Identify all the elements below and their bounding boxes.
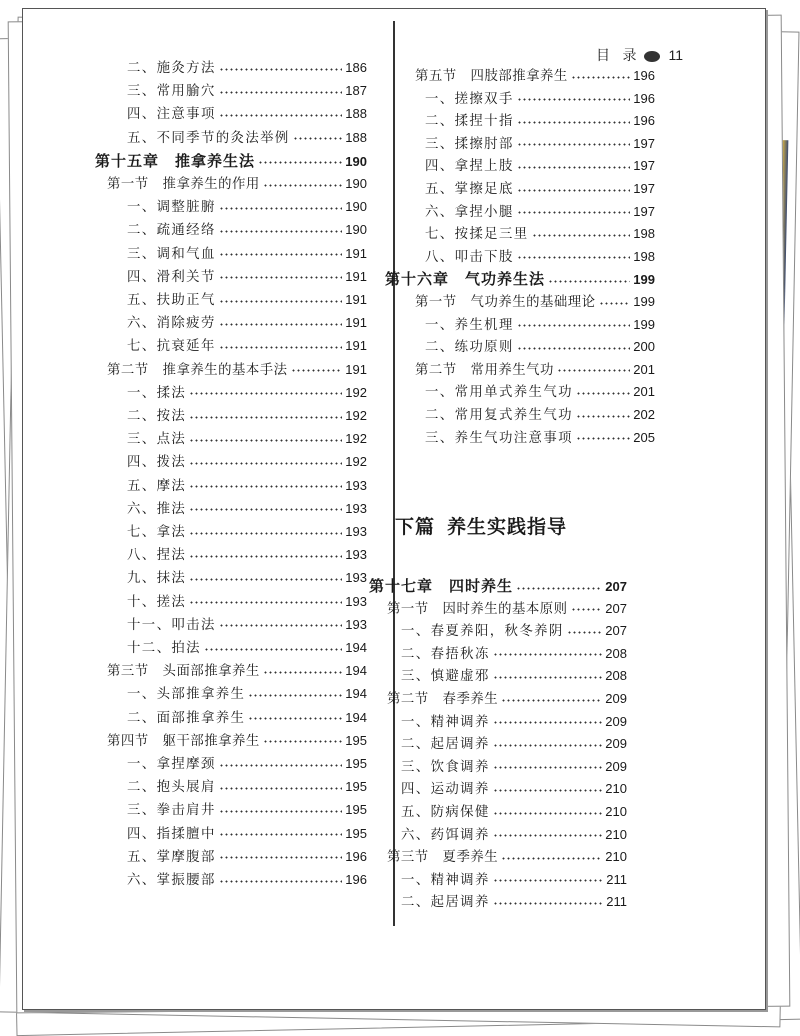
toc-entry-title: 二、按法: [127, 409, 187, 424]
toc-item: [425, 201, 655, 220]
header-title: 目 录: [596, 48, 641, 64]
toc-page-number: 199: [633, 294, 655, 309]
toc-item: [127, 544, 367, 563]
toc-page-number: 195: [345, 802, 367, 818]
dot-leader: [557, 364, 630, 372]
dot-leader: [599, 297, 631, 305]
toc-entry-title: 四、拿捏上肢: [425, 159, 514, 175]
toc-page-number: 208: [605, 668, 627, 684]
dot-leader: [517, 184, 631, 192]
dot-leader: [219, 875, 343, 883]
dot-leader: [219, 225, 343, 233]
toc-item: [127, 567, 367, 586]
toc-item: [401, 643, 627, 662]
toc-entry-title: 六、掌振腰部: [127, 873, 216, 888]
toc-page-number: 209: [605, 758, 627, 774]
toc-entry-title: 第十六章 气功养生法: [385, 270, 546, 289]
toc-page-number: 211: [606, 894, 627, 910]
dot-leader: [219, 109, 343, 117]
toc-item: [127, 127, 367, 146]
part-label: 下篇: [395, 516, 436, 538]
dot-leader: [219, 271, 343, 279]
toc-item: [127, 869, 367, 888]
toc-item: [401, 869, 627, 888]
toc-entry-title: 八、叩击下肢: [425, 249, 514, 265]
toc-page-number: 210: [605, 849, 627, 865]
toc-item: [127, 823, 367, 842]
dot-leader: [517, 319, 631, 327]
toc-item: [425, 336, 655, 355]
toc-page-number: 207: [605, 623, 627, 639]
dot-leader: [219, 248, 343, 256]
toc-entry-title: 第三节 夏季养生: [387, 850, 499, 866]
dot-leader: [532, 229, 631, 237]
toc-entry-title: 七、拿法: [127, 525, 187, 540]
toc-item: [401, 891, 627, 910]
toc-item: [127, 707, 367, 726]
dot-leader: [189, 411, 342, 419]
dot-leader: [517, 93, 631, 101]
toc-entry-title: 四、运动调养: [401, 782, 490, 798]
dot-leader: [219, 851, 343, 859]
toc-page-number: 197: [633, 181, 655, 196]
dot-leader: [517, 161, 631, 169]
toc-item: [401, 620, 627, 639]
toc-entry-title: 四、拨法: [127, 455, 187, 471]
toc-entry-title: 六、推法: [127, 501, 187, 517]
dot-leader: [219, 759, 343, 767]
dot-leader: [189, 480, 342, 488]
toc-item: [127, 683, 367, 702]
part-title: 养生实践指导: [447, 516, 568, 538]
toc-page-number: 196: [633, 113, 655, 129]
toc-entry-title: 第十五章 推拿养生法: [95, 151, 256, 170]
toc-entry-title: 三、拳击肩井: [127, 803, 216, 819]
toc-chapter: [95, 150, 367, 171]
toc-page-number: 191: [345, 338, 367, 354]
toc-page-number: 193: [345, 547, 367, 563]
dot-leader: [219, 202, 343, 210]
toc-page-number: 197: [633, 203, 655, 219]
toc-item: [127, 498, 367, 517]
toc-entry-title: 二、常用复式养生气功: [425, 408, 573, 423]
dot-leader: [263, 735, 343, 743]
toc-chapter: [369, 575, 627, 596]
toc-entry-title: 十二、拍法: [127, 641, 201, 656]
toc-item: [127, 475, 367, 494]
dot-leader: [493, 807, 603, 815]
toc-entry-title: 五、摩法: [127, 478, 187, 494]
toc-entry-title: 六、消除疲劳: [127, 316, 216, 332]
toc-entry-title: 三、慎避虚邪: [401, 669, 490, 685]
toc-page-number: 195: [345, 825, 367, 841]
toc-entry-title: 三、点法: [127, 432, 187, 448]
toc-item: [401, 733, 627, 752]
toc-entry-title: 三、养生气功注意事项: [425, 430, 573, 446]
toc-entry-title: 五、扶助正气: [127, 293, 216, 308]
toc-page-number: 188: [345, 129, 367, 145]
toc-entry-title: 一、精神调养: [401, 714, 490, 730]
dot-leader: [576, 432, 630, 440]
part-heading: [395, 512, 567, 539]
dot-leader: [571, 71, 631, 79]
toc-entry-title: 第二节 推拿养生的基本手法: [107, 362, 288, 378]
toc-item: [127, 266, 367, 285]
toc-page-number: 193: [345, 524, 367, 539]
dot-leader: [293, 132, 343, 140]
toc-page-number: 196: [345, 872, 367, 887]
toc-item: [127, 405, 367, 424]
toc-entry-title: 二、施灸方法: [127, 61, 216, 76]
toc-section: [415, 359, 655, 378]
toc-item: [127, 428, 367, 447]
dot-leader: [189, 596, 342, 604]
toc-chapter: [385, 268, 655, 289]
toc-item: [127, 846, 367, 865]
dot-leader: [576, 387, 630, 395]
toc-page-number: 208: [605, 645, 627, 661]
toc-page-number: 186: [345, 60, 367, 75]
toc-section: [107, 730, 367, 749]
toc-page-number: 202: [633, 407, 655, 422]
toc-page-number: 198: [633, 248, 655, 264]
toc-entry-title: 九、抹法: [127, 571, 187, 587]
dot-leader: [263, 179, 343, 187]
toc-page-number: 209: [605, 736, 627, 752]
toc-item: [401, 711, 627, 730]
toc-item: [127, 57, 367, 76]
toc-entry-title: 三、揉擦肘部: [425, 136, 514, 152]
toc-page-number: 190: [345, 199, 367, 215]
dot-leader: [493, 648, 603, 656]
toc-entry-title: 五、防病保健: [401, 805, 490, 820]
toc-page-number: 187: [345, 83, 367, 99]
toc-page-number: 192: [345, 431, 367, 447]
toc-section: [387, 688, 627, 707]
toc-item: [425, 427, 655, 446]
toc-entry-title: 一、拿捏摩颈: [127, 757, 216, 772]
toc-entry-title: 八、捏法: [127, 548, 187, 564]
toc-item: [127, 80, 367, 99]
toc-page-number: 195: [345, 732, 367, 748]
dot-leader: [517, 116, 631, 124]
toc-entry-title: 十一、叩击法: [127, 617, 216, 633]
dot-leader: [219, 86, 343, 94]
dot-leader: [493, 716, 603, 724]
toc-entry-title: 二、练功原则: [425, 340, 514, 356]
toc-item: [127, 753, 367, 772]
dot-leader: [189, 503, 342, 511]
toc-page-number: 195: [345, 779, 367, 795]
dot-leader: [189, 387, 342, 395]
dot-leader: [517, 342, 631, 350]
toc-page-number: 196: [345, 848, 367, 864]
toc-section: [387, 598, 627, 617]
toc-page-number: 209: [605, 691, 627, 706]
toc-page-number: 191: [345, 245, 367, 261]
toc-page-number: 198: [633, 226, 655, 242]
toc-entry-title: 一、搓擦双手: [425, 91, 514, 107]
toc-entry-title: 五、掌摩腹部: [127, 849, 216, 865]
toc-page-number: 195: [345, 756, 367, 771]
toc-page-number: 191: [345, 292, 367, 307]
toc-entry-title: 五、不同季节的灸法举例: [127, 130, 290, 146]
dot-leader: [189, 457, 342, 465]
toc-page-number: 201: [633, 384, 655, 400]
dot-leader: [493, 739, 603, 747]
toc-item: [127, 335, 367, 354]
dot-leader: [493, 784, 603, 792]
dot-leader: [248, 712, 342, 720]
toc-item: [127, 219, 367, 238]
toc-page-number: 190: [345, 222, 367, 238]
toc-page: [22, 8, 766, 1010]
toc-item: [425, 381, 655, 400]
toc-item: [127, 591, 367, 610]
toc-entry-title: 一、养生机理: [425, 317, 514, 333]
toc-item: [425, 246, 655, 265]
toc-item: [127, 243, 367, 262]
dot-leader: [501, 694, 602, 702]
dot-leader: [219, 341, 343, 349]
toc-page-number: 211: [606, 871, 627, 887]
toc-page-number: 193: [345, 593, 367, 609]
toc-entry-title: 一、精神调养: [401, 872, 490, 888]
toc-page-number: 194: [345, 640, 367, 655]
toc-item: [425, 88, 655, 107]
toc-entry-title: 七、按揉足三里: [425, 227, 529, 243]
toc-item: [127, 521, 367, 540]
toc-entry-title: 二、面部推拿养生: [127, 710, 246, 726]
toc-item: [425, 110, 655, 129]
toc-page-number: 190: [345, 153, 367, 169]
header-ornament-icon: [644, 51, 660, 62]
dot-leader: [204, 643, 342, 651]
toc-entry-title: 第十七章 四时养生: [369, 577, 514, 595]
dot-leader: [493, 829, 603, 837]
toc-item: [401, 824, 627, 843]
toc-section: [415, 291, 655, 310]
dot-leader: [493, 897, 604, 905]
dot-leader: [576, 410, 630, 418]
toc-page-number: 193: [345, 500, 367, 516]
column-divider: [393, 21, 395, 926]
toc-page-number: 209: [605, 713, 627, 729]
toc-entry-title: 二、起居调养: [401, 737, 490, 753]
toc-section: [415, 65, 655, 84]
dot-leader: [258, 156, 342, 164]
toc-entry-title: 一、头部推拿养生: [127, 687, 246, 703]
dot-leader: [219, 318, 343, 326]
toc-entry-title: 二、起居调养: [401, 895, 490, 911]
toc-entry-title: 第五节 四肢部推拿养生: [415, 69, 568, 84]
toc-page-number: 191: [345, 268, 367, 284]
toc-page-number: 196: [633, 90, 655, 106]
toc-entry-title: 三、饮食调养: [401, 759, 490, 775]
toc-entry-title: 第二节 春季养生: [387, 692, 499, 707]
toc-entry-title: 六、药饵调养: [401, 827, 490, 843]
toc-page-number: 194: [345, 709, 367, 725]
dot-leader: [219, 619, 343, 627]
toc-item: [425, 155, 655, 174]
dot-leader: [571, 603, 603, 611]
dot-leader: [501, 852, 602, 860]
toc-item: [425, 314, 655, 333]
toc-entry-title: 五、掌擦足底: [425, 182, 514, 197]
dot-leader: [291, 364, 343, 372]
dot-leader: [493, 671, 603, 679]
toc-page-number: 192: [345, 408, 367, 423]
toc-item: [401, 801, 627, 820]
toc-section: [107, 173, 367, 192]
toc-entry-title: 一、揉法: [127, 385, 187, 401]
dot-leader: [517, 138, 631, 146]
toc-entry-title: 二、揉捏十指: [425, 114, 514, 130]
dot-leader: [219, 63, 343, 71]
dot-leader: [189, 434, 342, 442]
toc-entry-title: 四、指揉膻中: [127, 826, 216, 842]
toc-page-number: 194: [345, 663, 367, 679]
toc-entry-title: 二、抱头展肩: [127, 780, 216, 796]
toc-section: [387, 846, 627, 865]
toc-item: [425, 133, 655, 152]
dot-leader: [189, 550, 342, 558]
toc-entry-title: 三、常用腧穴: [127, 84, 216, 100]
toc-item: [127, 451, 367, 470]
toc-entry-title: 第一节 推拿养生的作用: [107, 177, 260, 192]
toc-page-number: 210: [605, 781, 627, 797]
dot-leader: [189, 527, 342, 535]
toc-item: [127, 637, 367, 656]
toc-entry-title: 六、拿捏小腿: [425, 204, 514, 220]
toc-item: [127, 799, 367, 818]
dot-leader: [189, 573, 342, 581]
toc-page-number: 201: [633, 361, 655, 377]
toc-item: [127, 776, 367, 795]
toc-item: [127, 614, 367, 633]
toc-entry-title: 三、调和气血: [127, 246, 216, 262]
header-page-number: 11: [668, 47, 683, 63]
toc-page-number: 194: [345, 686, 367, 702]
toc-entry-title: 七、抗衰延年: [127, 339, 216, 355]
toc-item: [127, 382, 367, 401]
dot-leader: [567, 626, 603, 634]
toc-entry-title: 一、调整脏腑: [127, 200, 216, 216]
dot-leader: [219, 782, 343, 790]
toc-entry-title: 第二节 常用养生气功: [415, 362, 554, 378]
toc-entry-title: 一、常用单式养生气功: [425, 385, 573, 401]
toc-entry-title: 一、春夏养阳，秋冬养阴: [401, 624, 564, 640]
toc-page-number: 199: [633, 272, 655, 288]
toc-item: [401, 665, 627, 684]
dot-leader: [517, 206, 631, 214]
toc-entry-title: 第三节 头面部推拿养生: [107, 664, 260, 680]
toc-page-number: 190: [345, 176, 367, 191]
toc-entry-title: 第四节 躯干部推拿养生: [107, 733, 260, 749]
toc-page-number: 188: [345, 106, 367, 122]
dot-leader: [493, 761, 603, 769]
toc-page-number: 207: [605, 579, 627, 594]
toc-entry-title: 十、搓法: [127, 594, 187, 610]
toc-page-number: 191: [345, 361, 367, 377]
toc-page-number: 192: [345, 454, 367, 470]
toc-page-number: 193: [345, 570, 367, 586]
running-header: [596, 45, 683, 65]
dot-leader: [248, 689, 342, 697]
dot-leader: [493, 874, 604, 882]
toc-page-number: 192: [345, 384, 367, 400]
toc-item: [425, 404, 655, 423]
toc-item: [127, 103, 367, 122]
dot-leader: [517, 251, 631, 259]
toc-entry-title: 第一节 气功养生的基础理论: [415, 295, 596, 310]
toc-page-number: 210: [605, 804, 627, 819]
toc-section: [107, 359, 367, 378]
toc-page-number: 191: [345, 315, 367, 331]
dot-leader: [219, 805, 343, 813]
toc-page-number: 197: [633, 135, 655, 151]
toc-page-number: 193: [345, 477, 367, 493]
toc-entry-title: 四、滑利关节: [127, 269, 216, 285]
dot-leader: [219, 295, 343, 303]
toc-entry-title: 四、注意事项: [127, 107, 216, 123]
toc-item: [127, 196, 367, 215]
toc-item: [425, 178, 655, 197]
toc-page-number: 210: [605, 826, 627, 842]
dot-leader: [516, 582, 602, 590]
dot-leader: [219, 828, 343, 836]
toc-item: [425, 223, 655, 242]
toc-page-number: 199: [633, 316, 655, 332]
toc-page-number: 197: [633, 158, 655, 174]
dot-leader: [548, 275, 630, 283]
toc-item: [401, 756, 627, 775]
toc-entry-title: 二、春捂秋冻: [401, 646, 490, 662]
toc-page-number: 200: [633, 339, 655, 355]
toc-entry-title: 二、疏通经络: [127, 223, 216, 239]
toc-entry-title: 第一节 因时养生的基本原则: [387, 601, 568, 617]
toc-item: [127, 312, 367, 331]
toc-page-number: 205: [633, 429, 655, 445]
toc-page-number: 196: [633, 68, 655, 83]
dot-leader: [263, 666, 343, 674]
toc-page-number: 193: [345, 616, 367, 632]
toc-item: [401, 778, 627, 797]
toc-page-number: 207: [605, 600, 627, 616]
toc-item: [127, 289, 367, 308]
toc-section: [107, 660, 367, 679]
